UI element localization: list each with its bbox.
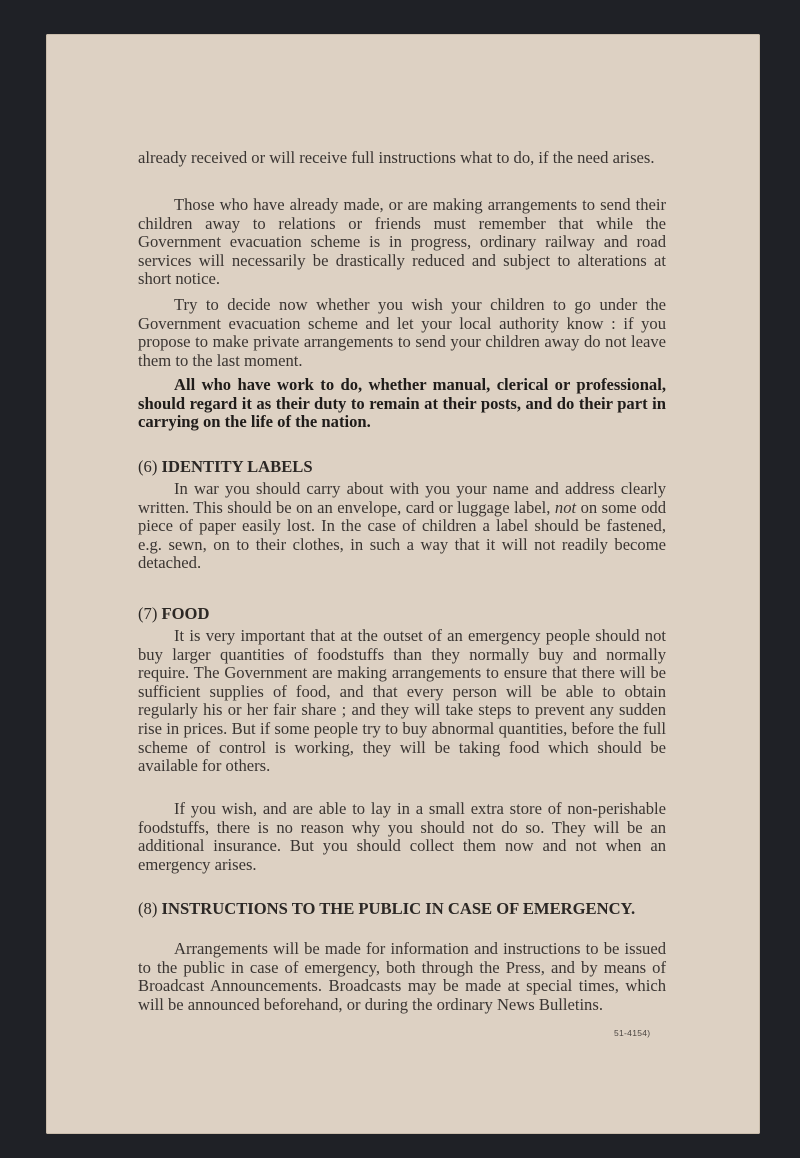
heading-instructions-emergency (138, 900, 664, 919)
paragraph-decide-now: Try to decide now whether you wish your children to go under the Government evacuation scheme and let your local authority know : if you propose to make private arrangements to send your children away do not leave them to the last moment. (138, 295, 666, 370)
identity-text-emphasis: not (554, 497, 577, 517)
section-number: (8) (138, 899, 158, 918)
identity-text-start: In war you should carry about with you your name and address clearly written. This should be on an envelope, card or luggage label, (138, 479, 666, 517)
paragraph-identity-labels (138, 480, 666, 573)
identity-text-end: on some odd piece of paper easily lost. In the case of children a label should be fastened, e.g. sewn, on to their clothes, in such a way that it will not readily become detached. (138, 497, 666, 573)
paragraph-food-extra-store: If you wish, and are able to lay in a small extra store of non-perishable foodstuffs, there is no reason why you should not do so. They will be an additional insurance. But you should collect them now and not when an emergency arises. (138, 799, 666, 874)
print-code: 51-4154) (614, 1028, 651, 1038)
section-number: (6) (138, 457, 158, 476)
paragraph-private-arrangements: Those who have already made, or are making arrangements to send their children away to relations or friends must remember that while the Government evacuation scheme is in progress, ordinary railway and road services will necessarily be drastically reduced and subject to alterations at short notice. (138, 195, 666, 289)
leaflet-page (46, 34, 760, 1134)
section-number: (7) (138, 604, 158, 623)
section-title: INSTRUCTIONS TO THE PUBLIC IN CASE OF EMERGENCY. (161, 899, 636, 918)
heading-food (138, 605, 678, 624)
heading-identity-labels (138, 458, 678, 477)
paragraph-continued: already received or will receive full instructions what to do, if the need arises. (138, 148, 655, 167)
paragraph-instructions-emergency: Arrangements will be made for information and instructions to be issued to the public in case of emergency, both through the Press, and by means of Broadcast Announcements. Broadcasts may be made at special times, which will be announced beforehand, or during the ordinary News Bulletins. (138, 939, 666, 1014)
paragraph-food-quantities: It is very important that at the outset of an emergency people should not buy larger quantities of foodstuffs than they normally buy and normally require. The Government are making arrangements to ensure that there will be sufficient supplies of food, and that every person will be able to obtain regularly his or her fair share ; and they will take steps to prevent any sudden rise in prices. But if some people try to buy abnormal quantities, before the full scheme of control is working, they will be taking food which should be available for others. (138, 626, 666, 776)
section-title: IDENTITY LABELS (161, 457, 313, 476)
section-title: FOOD (161, 604, 210, 623)
paragraph-duty-to-remain: All who have work to do, whether manual, clerical or professional, should regard it as their duty to remain at their posts, and do their part in carrying on the life of the nation. (138, 375, 666, 432)
